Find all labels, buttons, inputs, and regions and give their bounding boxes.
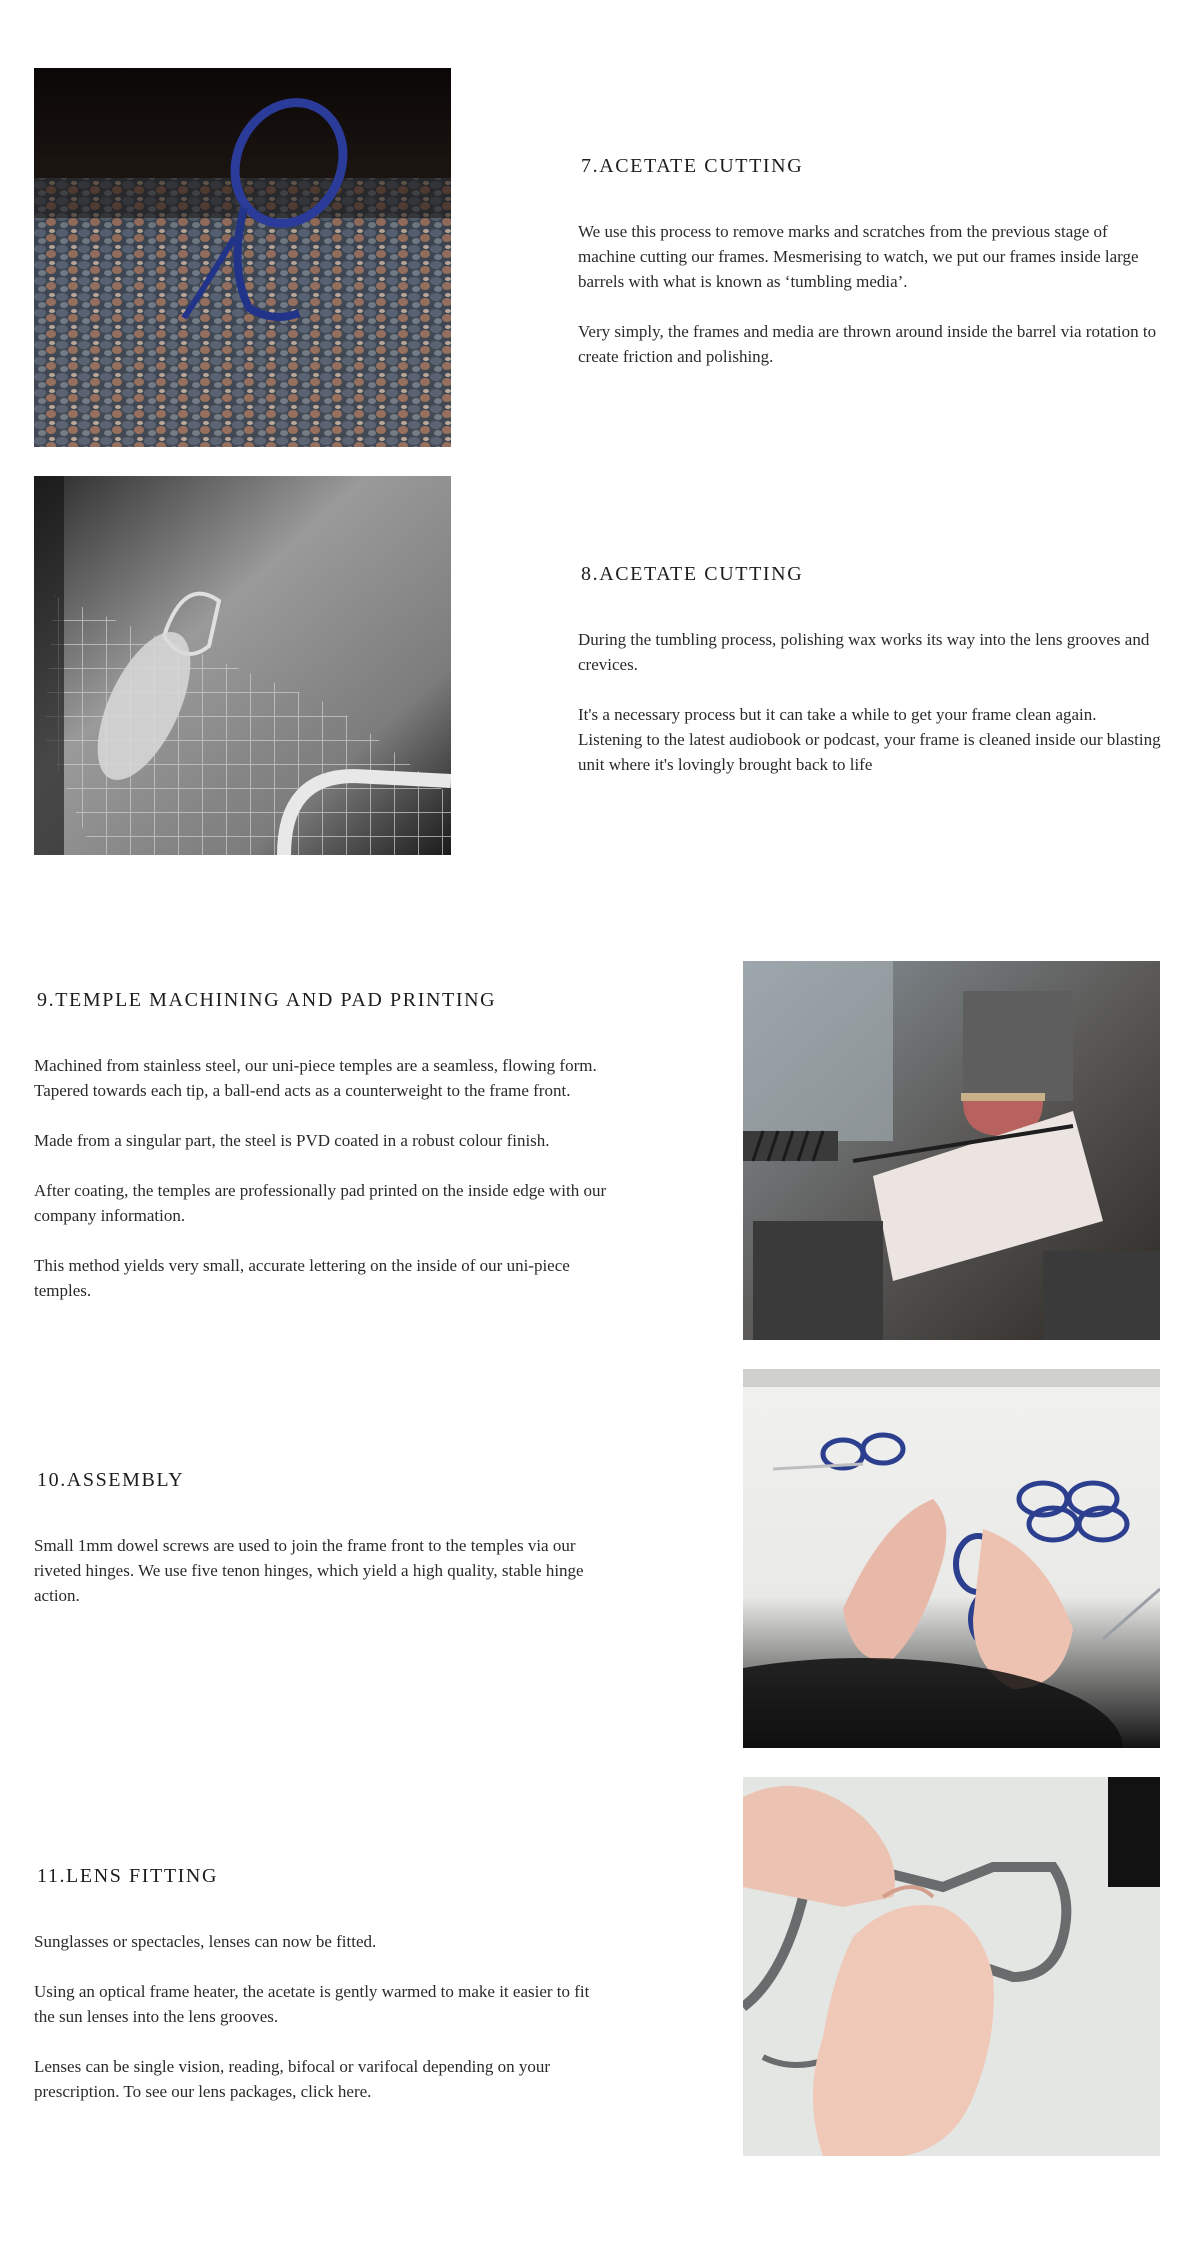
- assembly-hands-photo: [743, 1369, 1160, 1748]
- section-body: [34, 1533, 594, 1608]
- section-paragraph: Made from a singular part, the steel is PVD coated in a robust colour finish.: [34, 1131, 550, 1150]
- section-paragraph: Using an optical frame heater, the acetate is gently warmed to make it easier to fit the sun lenses into the lens grooves.: [34, 1982, 590, 2026]
- section-paragraph: Lenses can be single vision, reading, bifocal or varifocal depending on your prescription. To see our lens packages, click here.: [34, 2057, 550, 2101]
- section-body: [34, 1929, 614, 2104]
- tumbling-media-photo: [34, 68, 451, 447]
- section-paragraph: Machined from stainless steel, our uni-piece temples are a seamless, flowing form. Tapered towards each tip, a ball-end acts as a counterweight to the frame front.: [34, 1056, 597, 1100]
- section-title: 9.TEMPLE MACHINING AND PAD PRINTING: [37, 989, 497, 1011]
- section-body: [34, 1053, 614, 1303]
- pad-printing-machine-photo: [743, 961, 1160, 1340]
- section-body: [578, 627, 1164, 777]
- section-title: 11.LENS FITTING: [37, 1865, 219, 1887]
- section-paragraph: Sunglasses or spectacles, lenses can now be fitted.: [34, 1932, 377, 1951]
- section-paragraph: It's a necessary process but it can take a while to get your frame clean again. Listening to the latest audiobook or podcast, your frame is cleaned inside our blasting unit where it's lovingly brought back to life: [578, 705, 1161, 774]
- section-paragraph: Small 1mm dowel screws are used to join the frame front to the temples via our riveted hinges. We use five tenon hinges, which yield a high quality, stable hinge action.: [34, 1536, 584, 1605]
- section-paragraph: During the tumbling process, polishing wax works its way into the lens grooves and crevices.: [578, 630, 1150, 674]
- section-paragraph: Very simply, the frames and media are thrown around inside the barrel via rotation to create friction and polishing.: [578, 322, 1157, 366]
- section-paragraph: After coating, the temples are professionally pad printed on the inside edge with our company information.: [34, 1181, 607, 1225]
- section-title: 10.ASSEMBLY: [37, 1469, 185, 1491]
- section-title: 8.ACETATE CUTTING: [581, 563, 804, 585]
- section-title: 7.ACETATE CUTTING: [581, 155, 804, 177]
- section-paragraph: We use this process to remove marks and scratches from the previous stage of machine cutting our frames. Mesmerising to watch, we put our frames inside large barrels with what is known as ‘tumbling media’.: [578, 222, 1139, 291]
- section-paragraph: This method yields very small, accurate lettering on the inside of our uni-piece temples.: [34, 1256, 570, 1300]
- lens-fitting-photo: [743, 1777, 1160, 2156]
- section-body: [578, 219, 1164, 369]
- blasting-unit-photo: [34, 476, 451, 855]
